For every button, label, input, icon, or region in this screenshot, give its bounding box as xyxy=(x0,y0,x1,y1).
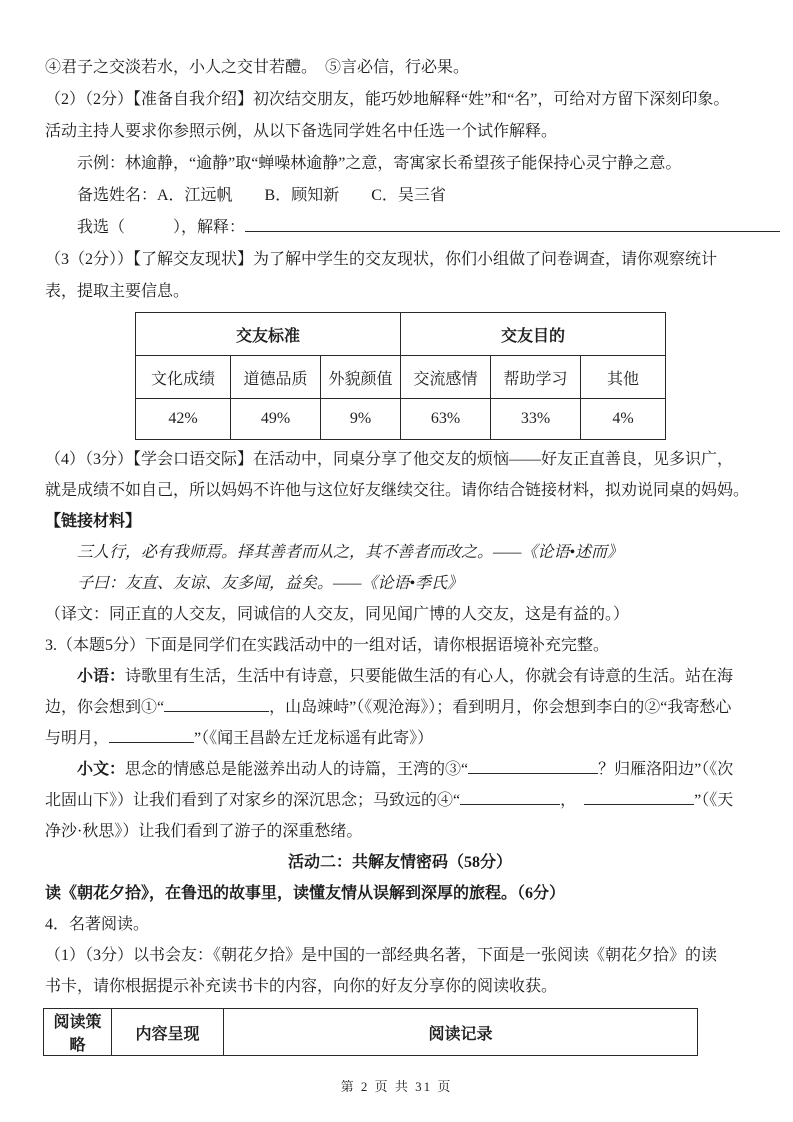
lower-section xyxy=(45,444,755,1056)
question-4-heading: 4．名著阅读。 xyxy=(45,916,150,933)
answer-blank xyxy=(164,696,269,712)
question-4-1-line2: 书卡，请你根据提示补充读书卡的内容，向你的好友分享你的阅读收获。 xyxy=(45,978,558,995)
activity-2-subheading: 读《朝花夕拾》，在鲁迅的故事里，读懂友情从误解到深厚的旅程。（6分） xyxy=(45,885,566,902)
survey-group-header-row xyxy=(136,313,666,356)
column-header-cell: 内容呈现 xyxy=(112,1009,224,1056)
speaker-label: 小语： xyxy=(77,668,126,685)
answer-blank xyxy=(460,789,560,805)
group-header-cell: 交友目的 xyxy=(401,313,666,356)
survey-values-row xyxy=(136,399,666,440)
survey-column-header-row xyxy=(136,356,666,399)
activity-2-heading: 活动二：共解友情密码（58分） xyxy=(287,854,512,871)
question-2-intro-line1: （2）（2分）【准备自我介绍】初次结交朋友，能巧妙地解释“姓”和“名”，可给对方留下深刻印象。 xyxy=(45,91,730,108)
reading-card-table xyxy=(43,1008,698,1056)
column-header-cell: 外貌颜值 xyxy=(321,356,401,399)
speaker-label: 小文： xyxy=(77,761,126,778)
group-header-cell: 交友标准 xyxy=(136,313,401,356)
page-content xyxy=(45,52,755,1056)
page-number-footer: 第 2 页 共 31 页 xyxy=(340,1079,453,1094)
value-cell: 33% xyxy=(491,399,581,440)
value-cell: 63% xyxy=(401,399,491,440)
answer-blank xyxy=(468,758,598,774)
translation-line: （译文：同正直的人交友，同诚信的人交友，同见闻广博的人交友，这是有益的。） xyxy=(45,606,630,623)
answer-line: 我选（ ），解释： xyxy=(45,212,755,244)
column-header-cell: 其他 xyxy=(581,356,666,399)
column-header-cell: 交流感情 xyxy=(401,356,491,399)
analects-quote-1: 三人行，必有我师焉。择其善者而从之，其不善者而改之。——《论语•述而》 xyxy=(77,544,624,561)
question-3-intro-line1: （3（2分））【了解交友现状】为了解中学生的交友现状，你们小组做了问卷调查，请你观察统计 xyxy=(45,251,718,268)
candidate-names-line: 备选姓名：A．江远帆 B．顾知新 C．吴三省 xyxy=(77,187,446,204)
column-header-cell: 帮助学习 xyxy=(491,356,581,399)
dialogue-xiaoyu-line1: 小语：诗歌里有生活，生活中有诗意，只要能做生活的有心人，你就会有诗意的生活。站在海 xyxy=(77,668,734,685)
analects-quote-2: 子曰：友直、友谅、友多闻，益矣。——《论语•季氏》 xyxy=(77,575,464,592)
quotes-line-4-5 xyxy=(45,52,755,84)
dialogue-xiaowen-line1: 小文：思念的情感总是能滋养出动人的诗篇，王湾的③“ ？归雁洛阳边”（《次 xyxy=(45,754,755,785)
dialogue-xiaowen-line2: 北固山下》）让我们看到了对家乡的深沉思念；马致远的④“ ， ”（《天 xyxy=(45,785,755,816)
question-4-1-line1: （1）（3分）以书会友：《朝花夕拾》是中国的一部经典名著，下面是一张阅读《朝花夕拾》的读 xyxy=(45,947,718,964)
column-header-cell: 文化成绩 xyxy=(136,356,231,399)
dialogue-xiaoyu-line2: 边，你会想到①“ ，山岛竦峙”（《观沧海》）；看到明月，你会想到李白的②“我寄愁心 xyxy=(45,692,755,723)
column-header-cell: 阅读策略 xyxy=(44,1009,112,1056)
linked-material-heading: 【链接材料】 xyxy=(45,513,142,530)
value-cell: 9% xyxy=(321,399,401,440)
answer-blank xyxy=(245,216,780,232)
value-cell: 42% xyxy=(136,399,231,440)
example-line: 示例：林逾静，“逾静”取“蝉噪林逾静”之意，寄寓家长希望孩子能保持心灵宁静之意。 xyxy=(77,155,682,172)
dialogue-xiaoyu-line3: 与明月， ”（《闻王昌龄左迁龙标遥有此寄》） xyxy=(45,723,755,754)
friendship-survey-table xyxy=(135,312,666,440)
reading-card-header-row xyxy=(44,1009,698,1056)
value-cell: 4% xyxy=(581,399,666,440)
question-4-line2: 就是成绩不如自己，所以妈妈不许他与这位好友继续交往。请你结合链接材料，拟劝说同桌的妈妈。 xyxy=(45,482,750,499)
question-2-intro-line2: 活动主持人要求你参照示例，从以下备选同学姓名中任选一个试作解释。 xyxy=(45,123,558,140)
quote-text: ④君子之交淡若水，小人之交甘若醴。 ⑤言必信，行必果。 xyxy=(45,59,470,76)
column-header-cell: 道德品质 xyxy=(231,356,321,399)
column-header-cell: 阅读记录 xyxy=(224,1009,698,1056)
answer-blank xyxy=(584,789,694,805)
question-3-main-intro: 3.（本题5分）下面是同学们在实践活动中的一组对话，请你根据语境补充完整。 xyxy=(45,637,610,654)
question-4-line1: （4）（3分）【学会口语交际】在活动中，同桌分享了他交友的烦恼——好友正直善良，见多识广， xyxy=(45,451,734,468)
answer-blank xyxy=(109,727,194,743)
question-3-intro-line2: 表，提取主要信息。 xyxy=(45,283,190,300)
value-cell: 49% xyxy=(231,399,321,440)
dialogue-xiaowen-line3: 净沙·秋思》）让我们看到了游子的深重愁绪。 xyxy=(45,823,363,840)
